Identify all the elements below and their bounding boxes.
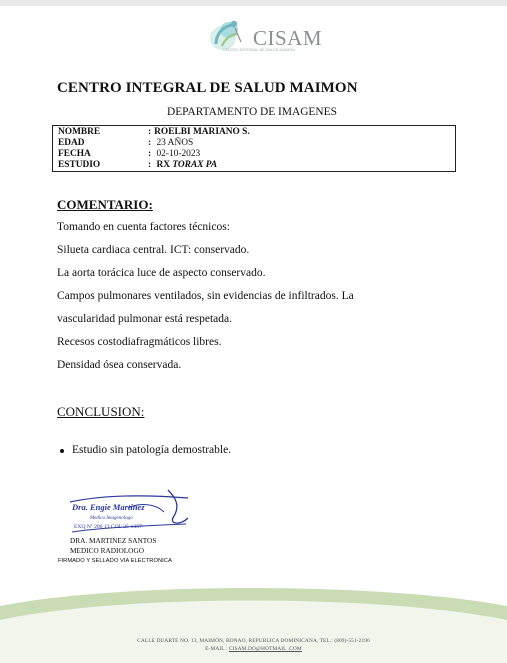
label-edad: EDAD bbox=[58, 138, 85, 148]
comment-line: Densidad ósea conservada. bbox=[57, 359, 182, 371]
separator: : bbox=[148, 127, 152, 137]
separator: : bbox=[148, 160, 152, 170]
signer-role: MEDICO RADIOLOGO bbox=[70, 545, 144, 555]
logo-subtitle: CENTRO INTEGRAL DE SALUD MAIMON bbox=[223, 48, 295, 52]
logo-name: CISAM bbox=[253, 26, 323, 50]
footer-email-line bbox=[0, 646, 507, 652]
label-fecha: FECHA bbox=[58, 149, 91, 159]
bullet-icon bbox=[60, 449, 64, 453]
comment-line: Silueta cardiaca central. ICT: conservado. bbox=[57, 244, 250, 256]
comment-line: Campos pulmonares ventilados, sin evidencias de infiltrados. La bbox=[57, 290, 354, 302]
top-rule bbox=[0, 0, 507, 6]
patient-row-date bbox=[58, 149, 450, 160]
patient-row-age bbox=[58, 138, 450, 149]
comment-line: Tomando en cuenta factores técnicos: bbox=[57, 221, 230, 233]
signer-name: DRA. MARTINEZ SANTOS bbox=[70, 536, 157, 545]
comment-heading: COMENTARIO: bbox=[57, 197, 153, 212]
signature-stamp bbox=[68, 488, 192, 536]
value-nombre: ROELBI MARIANO S. bbox=[154, 127, 250, 137]
value-edad: 23 AÑOS bbox=[156, 138, 194, 148]
comment-line: La aorta torácica luce de aspecto conservado. bbox=[57, 267, 266, 279]
patient-row-name bbox=[58, 127, 450, 138]
conclusion-heading: CONCLUSION: bbox=[57, 404, 145, 419]
separator: : bbox=[148, 138, 152, 148]
stamp-ids: EXQ Nº 206 13 COL 25-1357 bbox=[74, 524, 142, 530]
separator: : bbox=[148, 149, 152, 159]
page-title: CENTRO INTEGRAL DE SALUD MAIMON bbox=[57, 80, 358, 96]
footer-email-link[interactable]: CISAM.DO@HOTMAIL .COM bbox=[228, 646, 302, 652]
comment-line: vascularidad pulmonar está respetada. bbox=[57, 313, 232, 325]
value-estudio-type: TORAX PA bbox=[172, 160, 218, 170]
stamp-role: Medico Imagenologo bbox=[90, 516, 133, 521]
stamp-name: Dra. Engie Martinez bbox=[72, 502, 145, 512]
patient-row-study bbox=[58, 160, 450, 171]
signature-note: FIRMADO Y SELLADO VIA ELECTRONICA bbox=[58, 558, 172, 564]
signer-block bbox=[70, 536, 156, 555]
footer-email-label: E-MAIL : bbox=[205, 646, 228, 652]
label-estudio: ESTUDIO bbox=[58, 160, 101, 170]
conclusion-item bbox=[72, 444, 231, 456]
department-name: DEPARTAMENTO DE IMAGENES bbox=[167, 106, 337, 118]
label-nombre: NOMBRE bbox=[58, 127, 101, 137]
cisam-logo bbox=[207, 14, 323, 58]
comment-line: Recesos costodiafragmáticos libres. bbox=[57, 336, 222, 348]
value-fecha: 02-10-2023 bbox=[156, 149, 201, 159]
value-estudio-prefix: RX bbox=[156, 160, 171, 170]
conclusion-text: Estudio sin patología demostrable. bbox=[72, 444, 232, 456]
patient-info-box bbox=[52, 125, 456, 172]
footer-address: CALLE DUARTE NO. 13, MAIMÓN, BONAO, REPUBLICA DOMINICANA, TEL.: (809)-551-2196 bbox=[137, 638, 370, 644]
